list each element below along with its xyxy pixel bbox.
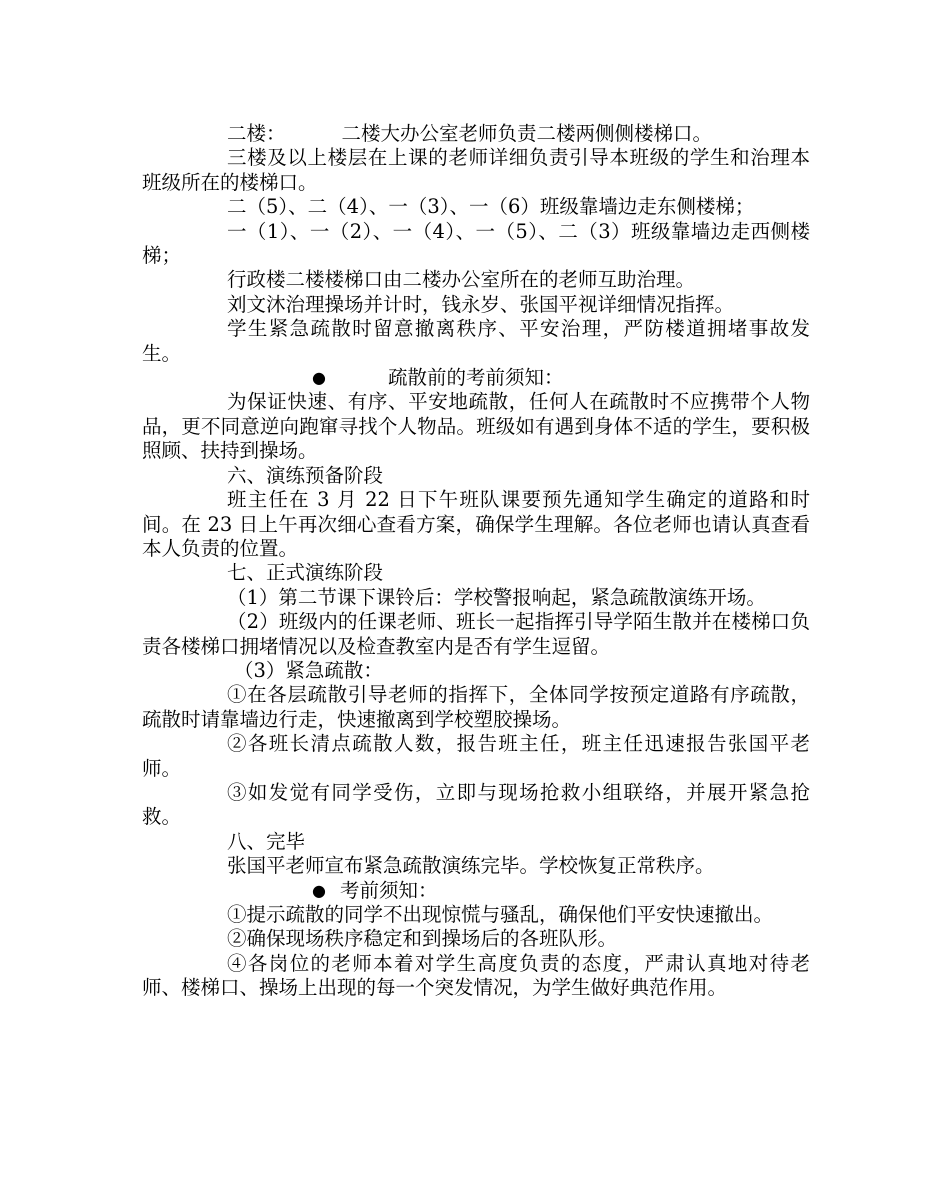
bullet-icon: ● [312, 368, 326, 388]
paragraph-timer: 刘文沐治理操场并计时，钱永岁、张国平视详细情况指挥。 [227, 292, 735, 316]
paragraph-circle-3: ③如发觉有同学受伤，立即与现场抢救小组联络，并展开紧急抢救。 [142, 780, 810, 829]
floor2-label: 二楼： [227, 122, 286, 145]
section-heading-8: 八、完毕 [227, 829, 306, 853]
paragraph-personal-items: 为保证快速、有序、平安地疏散，任何人在疏散时不应携带个人物品，更不同意逆向跑窜寻找个人物品。班级如有遇到身体不适的学生，要积极照顾、扶持到操场。 [142, 390, 810, 463]
paragraph-order: 学生紧急疏散时留意撤离秩序、平安治理，严防楼道拥堵事故发生。 [142, 317, 810, 365]
document-body [142, 122, 810, 1001]
paragraph-step-2: （2）班级内的任课老师、班长一起指挥引导学陌生散并在楼梯口负责各楼梯口拥堵情况以及检查教室内是否有学生逗留。 [142, 610, 810, 658]
paragraph-west-stairs: 一（1）、一（2）、一（4）、一（5）、二（3）班级靠墙边走西侧楼梯； [142, 219, 810, 268]
paragraph-circle-1: ①在各层疏散引导老师的指挥下，全体同学按预定道路有序疏散，疏散时请靠墙边行走，快速撤离到学校塑胶操场。 [142, 683, 810, 731]
bullet-icon: ● [312, 880, 326, 900]
floor2-text: 二楼大办公室老师负责二楼两侧侧楼梯口。 [341, 122, 713, 145]
paragraph-east-stairs: 二（5）、二（4）、一（3）、一（6）班级靠墙边走东侧楼梯； [227, 195, 755, 219]
paragraph-circle-2: ②各班长清点疏散人数，报告班主任，班主任迅速报告张国平老师。 [142, 732, 810, 780]
paragraph-end: 张国平老师宣布紧急疏散演练完毕。学校恢复正常秩序。 [227, 854, 715, 878]
bullet-heading-before-evacuation [142, 366, 810, 390]
bullet-heading-text: 疏散前的考前须知： [387, 366, 564, 390]
paragraph-floor3: 三楼及以上楼层在上课的老师详细负责引导本班级的学生和治理本班级所在的楼梯口。 [142, 146, 810, 194]
paragraph-note-2: ②确保现场秩序稳定和到操场后的各班队形。 [227, 927, 618, 951]
section-heading-7: 七、正式演练阶段 [227, 561, 384, 585]
paragraph-floor2 [142, 122, 810, 146]
bullet-heading-text: 考前须知： [339, 878, 438, 902]
paragraph-note-1: ①提示疏散的同学不出现惊慌与骚乱，确保他们平安快速撤出。 [227, 903, 774, 926]
paragraph-step-3: （3）紧急疏散： [234, 658, 383, 682]
paragraph-admin-building: 行政楼二楼楼梯口由二楼办公室所在的老师互助治理。 [227, 268, 696, 292]
paragraph-preparation: 班主任在 3 月 22 日下午班队课要预先通知学生确定的道路和时间。在 23 日上午再次细心查看方案，确保学生理解。各位老师也请认真查看本人负责的位置。 [142, 488, 810, 560]
bullet-heading-notes [142, 879, 810, 903]
paragraph-note-4: ④各岗位的老师本着对学生高度负责的态度，严肃认真地对待老师、楼梯口、操场上出现的每一个突发情况，为学生做好典范作用。 [142, 951, 810, 1000]
paragraph-step-1: （1）第二节课下课铃后：学校警报响起，紧急疏散演练开场。 [227, 585, 766, 609]
section-heading-6: 六、演练预备阶段 [227, 463, 384, 487]
